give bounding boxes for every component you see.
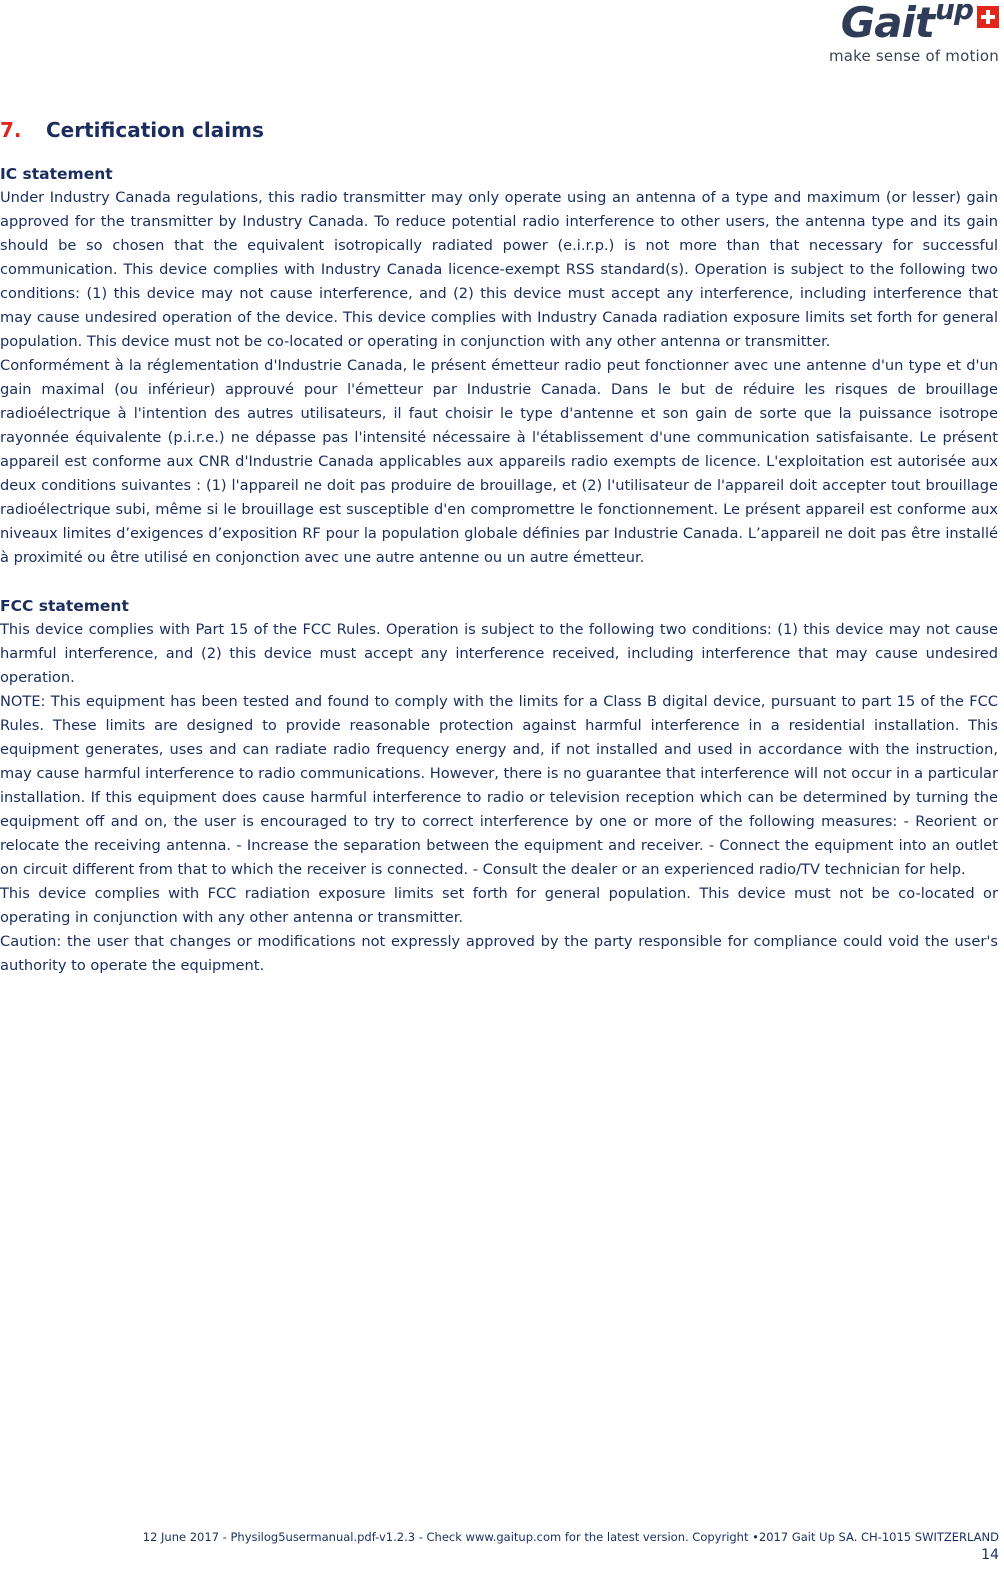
page-content [0, 162, 998, 978]
footer-text: 12 June 2017 - Physilog5usermanual.pdf-v1.2.3 - Check www.gaitup.com for the latest version. Copyright •2017 Gait Up SA. CH-1015 SWITZERLAND [142, 1530, 999, 1544]
logo-superscript: up [935, 0, 973, 26]
logo-tagline: make sense of motion [828, 47, 999, 65]
fcc-paragraph-note: NOTE: This equipment has been tested and found to comply with the limits for a Class B digital device, pursuant to part 15 of the FCC Rules. These limits are designed to provide reasonable protection against harmful interference in a residential installation. This equipment generates, uses and can radiate radio frequency energy and, if not installed and used in accordance with the instruction, may cause harmful interference to radio communications. However, there is no guarantee that interference will not occur in a particular installation. If this equipment does cause harmful interference to radio or television reception which can be determined by turning the equipment off and on, the user is encouraged to try to correct interference by one or more of the following measures: - Reorient or relocate the receiving antenna. - Increase the separation between the equipment and receiver. - Connect the equipment into an outlet on circuit different from that to which the receiver is connected. - Consult the dealer or an experienced radio/TV technician for help. [0, 693, 998, 878]
section-number: 7. [0, 118, 22, 142]
ic-paragraph-english: Under Industry Canada regulations, this radio transmitter may only operate using an antenna of a type and maximum (or lesser) gain approved for the transmitter by Industry Canada. To reduce potential radio interference to other users, the antenna type and its gain should be so chosen that the equivalent isotropically radiated power (e.i.r.p.) is not more than that necessary for successful communication. This device complies with Industry Canada licence-exempt RSS standard(s). Operation is subject to the following two conditions: (1) this device may not cause interference, and (2) this device must accept any interference, including interference that may cause undesired operation of the device. This device complies with Industry Canada radiation exposure limits set forth for general population. This device must not be co-located or operating in conjunction with any other antenna or transmitter. [0, 189, 998, 350]
ic-statement-heading: IC statement [0, 165, 113, 183]
fcc-paragraph-exposure: This device complies with FCC radiation exposure limits set forth for general population. This device must not be co-located or operating in conjunction with any other antenna or transmitter. [0, 885, 998, 926]
logo-wordmark [841, 0, 973, 48]
logo-text: Gait [840, 0, 935, 47]
page-number: 14 [981, 1547, 999, 1563]
ic-paragraph-french: Conformément à la réglementation d'Industrie Canada, le présent émetteur radio peut fonctionner avec une antenne d'un type et d'un gain maximal (ou inférieur) approuvé pour l'émetteur par Industrie Canada. Dans le but de réduire les risques de brouillage radioélectrique à l'intention des autres utilisateurs, il faut choisir le type d'antenne et son gain de sorte que la puissance isotrope rayonnée équivalente (p.i.r.e.) ne dépasse pas l'intensité nécessaire à l'établissement d'une communication satisfaisante. Le présent appareil est conforme aux CNR d'Industrie Canada applicables aux appareils radio exempts de licence. L'exploitation est autorisée aux deux conditions suivantes : (1) l'appareil ne doit pas produire de brouillage, et (2) l'utilisateur de l'appareil doit accepter tout brouillage radioélectrique subi, même si le brouillage est susceptible d'en compromettre le fonctionnement. Le présent appareil est conforme aux niveaux limites d’exigences d’exposition RF pour la population globale définies par Industrie Canada. L’appareil ne doit pas être installé à proximité ou être utilisé en conjonction avec une autre antenne ou un autre émetteur. [0, 357, 998, 566]
fcc-statement-heading: FCC statement [0, 597, 129, 615]
section-title: Certification claims [46, 118, 264, 142]
fcc-paragraph-conditions: This device complies with Part 15 of the FCC Rules. Operation is subject to the following two conditions: (1) this device may not cause harmful interference, and (2) this device must accept any interference received, including interference that may cause undesired operation. [0, 621, 998, 686]
section-heading [0, 118, 264, 142]
section-spacer [0, 570, 998, 594]
gaitup-logo [799, 0, 999, 70]
swiss-flag-icon [977, 6, 999, 28]
fcc-paragraph-caution: Caution: the user that changes or modifications not expressly approved by the party responsible for compliance could void the user's authority to operate the equipment. [0, 933, 998, 974]
